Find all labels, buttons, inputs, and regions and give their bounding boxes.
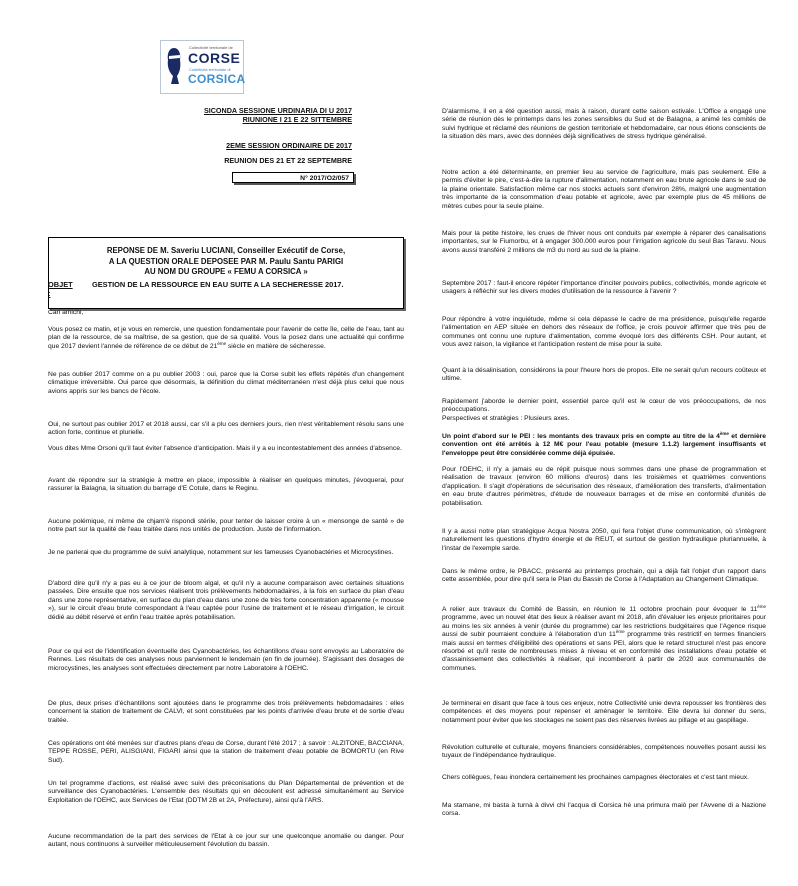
left-paragraph: Un tel programme d'actions, est réalisé avec suivi des préconisations du Plan Départemental de prévention et de surveillance des Cyanobactéries. L'ensemble des résultats qui en découlent est adressé simultanément au Service Exploitation de l'OEHC, aux Services de l'Etat (DDTM 2B et 2A, Préfecture), ainsi qu'à l'ARS. [48, 780, 404, 804]
left-paragraph: Vous posez ce matin, et je vous en remercie, une question fondamentale pour l'avenir de cette île, celle de l'eau, tant au plan de la ressource, de sa maîtrise, de sa gestion, que de sa qualité. Vous la posez dans une actualité qui confirme que 2017 devient l'année de référence de ce début de 21ème siècle en matière de sécheresse. [48, 326, 404, 350]
left-paragraph: Aucune recommandation de la part des services de l'Etat à ce jour sur une quelconque anomalie ou danger. Pour autant, nous continuons à surveiller méticuleusement l'évolution du bassin. [48, 833, 404, 849]
right-paragraph-bold: Un point d'abord sur le PEI : les montants des travaux pris en compte au titre de la 4ème et dernière convention ont été arrêtés à 12 M€ pour l'eau potable (mesure 1.1.2) largement insuffisants et l'enveloppe peut être considérée comme déjà épuisée. [442, 430, 766, 457]
right-paragraph: Notre action a été déterminante, en premier lieu au service de l'agriculture, mais pas seulement. Elle a permis d'éviter le pire, c'est-à-dire la rupture d'alimentation, notamment en eau brute agricole dans le sud de la plaine orientale. Satisfaction même car nos stocks actuels sont d'environ 28%, malgré une augmentation très importante de la consommation d'eau potable et agricole, avec par exemple plus de 45 millions de mètres cubes pour la seule plaine. [442, 169, 766, 210]
objet-text: GESTION DE LA RESSOURCE EN EAU SUITE A LA SECHERESSE 2017. [92, 280, 344, 289]
left-paragraph: Cari amichi, [48, 309, 84, 316]
logo-corsica: CORSICA [188, 72, 246, 86]
session-title-french: 2EME SESSION ORDINAIRE DE 2017 [226, 141, 352, 150]
logo-corse: CORSE [188, 50, 241, 66]
logo-small-bottom: Cullettività territuriale di [189, 67, 231, 72]
left-paragraph: D'abord dire qu'il n'y a pas eu à ce jour de bloom algal, et qu'il n'y a aucune comparaison avec certaines situations passées. Dire ensuite que nos services réalisent trois prélèvements hebdomadaires, à la fois en surface du plan d'eau dans une zone représentative, en surface du plan d'eau dans une zone de très forte concentration apparente (« mousse »), sur le circuit d'eau brute correspondant à l'eau captée pour l'usine de traitement et le réseau d'irrigation, le circuit dédié au débit réservé et enfin l'eau traitée après potabilisation. [48, 580, 404, 621]
response-line-1: REPONSE DE M. Saveriu LUCIANI, Conseiller Exécutif de Corse, [106, 246, 346, 255]
right-paragraph: Je terminerai en disant que face à tous ces enjeux, notre Collectivité unie devra repousser les frontières des compétences et des moyens pour repenser et aménager le territoire. Elle devra lui donner du sens, notamment pour éviter que les stockages ne soient pas des réserves livrées au pillage et au gaspillage. [442, 700, 766, 724]
right-paragraph: Il y a aussi notre plan stratégique Acqua Nostra 2050, qui fera l'objet d'une communication, où s'intègrent naturellement les questions d'hydro énergie et de REUT, et surtout de gestion hydraulique pluriannuelle, à l'instar de l'exemple sarde. [442, 528, 766, 552]
left-paragraph: Vous dites Mme Orsoni qu'il faut éviter l'absence d'anticipation. Mais il y a eu incontestablement des années d'absence. [48, 445, 402, 452]
right-paragraph: A relier aux travaux du Comité de Bassin, en réunion le 11 octobre prochain pour évoquer le 11ème programme, avec un nouvel état des lieux à réaliser avant mi 2018, afin d'évaluer les enjeux prioritaires pour au moins les six années à venir (durée du programme) car les restrictions budgétaires que l'Agence risque aussi de subir pourraient conduire à l'élaboration d'un 11ème programme très restrictif en termes financiers mais aussi en termes d'éligibilité des opérations et sans PEI, alors que le retard structurel n'est pas encore résorbé et qu'il reste de nombreuses mises à niveau et en conformité des installations d'eau potable et d'assainissement des collectivités à réaliser, qui incomberont à partir de 2020 aux communautés de communes. [442, 603, 766, 672]
right-paragraph: Pour l'OEHC, il n'y a jamais eu de répit puisque nous sommes dans une phase de programmation et réalisation de travaux (environ 60 millions d'euros) dans les troisièmes et quatrièmes conventions d'application. Il s'agit d'opérations de sécurisation des réseaux, d'amélioration des transferts, d'alimentation en eau brute d'autres périmètres, d'étude de nouveaux barrages et de mise en conformité d'unités de potabilisation. [442, 466, 766, 507]
moor-head-emblem-icon [165, 46, 183, 86]
right-paragraph: Septembre 2017 : faut-il encore répéter l'importance d'inciter pouvoirs publics, collectivités, monde agricole et usagers à réfléchir sur les divers modes d'utilisation de la ressource à l'avenir ? [442, 280, 766, 296]
response-line-3: AU NOM DU GROUPE « FEMU A CORSICA » [144, 267, 308, 276]
right-paragraph: Mais pour la petite histoire, les crues de l'hiver nous ont conduits par exemple à réparer des canalisations importantes, sur le Fiumorbu, et à engager 300.000 euros pour l'irrigation agricole du seul Bas Taravu. Nous avons aussi transféré 2 millions de m3 du nord au sud de la plaine. [442, 230, 766, 254]
right-paragraph: Ma stamane, mi basta à turnà à divvi chì l'acqua di Corsica hè una primura maiò per l'Avvene di a Nazione corsa. [442, 802, 766, 818]
right-paragraph: Quant à la désalinisation, considérons la pour l'heure hors de propos. Elle ne serait qu'un recours coûteux et ultime. [442, 367, 766, 383]
right-paragraph: Chers collègues, l'eau inondera certainement les prochaines campagnes électorales et c'est tant mieux. [442, 774, 750, 781]
right-paragraph: D'alarmisme, il en a été question aussi, mais à raison, durant cette saison estivale. L'Office a engagé une série de réunion dès le printemps dans les zones sensibles du Sud et de Balagna, a animé les comités de suivi hydrique et réclamé des réunions de gestion territoriale et hebdomadaire, car nous étions conscients de la situation dès mars, avec des données déjà significatives de stress hydrique généralisé. [442, 108, 766, 141]
right-paragraph: Rapidement j'aborde le dernier point, essentiel parce qu'il est le cœur de vos préoccupations, de nos préoccupations. [442, 398, 766, 414]
left-paragraph: Aucune polémique, ni même de chjam'è rispondi stérile, pour tenter de laisser croire à un « mensonge de santé » de notre part sur la qualité de l'eau traitée dans nos unités de production. Juste de l'information. [48, 518, 404, 534]
left-paragraph: Oui, ne surtout pas oublier 2017 et 2018 aussi, car s'il a plu ces derniers jours, rien n'est véritablement résolu sans une action forte, continue et plurielle. [48, 421, 404, 437]
right-paragraph: Pour répondre à votre inquiétude, même si cela dépasse le cadre de ma présidence, puisqu'elle regarde l'alimentation en AEP située en dehors des réseaux de l'office, je crois pouvoir affirmer que très peu de communes ont connu une rupture d'alimentation, comme évoqué lors des différents CSH. Pour autant, et vous avez raison, la vigilance et l'anticipation restent de mise pour la suite. [442, 316, 766, 349]
left-paragraph: Ne pas oublier 2017 comme on a pu oublier 2003 : oui, parce que la Corse subit les effets répétés d'un changement climatique irréversible. Oui parce que désormais, la définition du climat méditerranéen n'est déjà plus celui que nous avions appris sur les bancs de l'école. [48, 371, 404, 395]
logo-small-top: Collectivité territoriale de [189, 45, 233, 50]
reference-number: N° 2017/O2/057 [232, 172, 354, 183]
left-paragraph: Je ne parlerai que du programme de suivi analytique, notamment sur les fameuses Cyanobactéries et Microcystines. [48, 549, 394, 556]
left-paragraph: De plus, deux prises d'échantillons sont ajoutées dans le programme des trois prélèvements hebdomadaires : elles concernent la station de traitement de CALVI, et sont constituées par les points d'arrivée d'eau brute et de sortie d'eau traitée. [48, 700, 404, 724]
right-paragraph: Révolution culturelle et culturale, moyens financiers considérables, compétences nouvelles posant aussi les tuyaux de l'indépendance hydraulique. [442, 744, 766, 760]
session-dates-french: REUNION DES 21 ET 22 SEPTEMBRE [224, 156, 352, 165]
left-paragraph: Ces opérations ont été menées sur d'autres plans d'eau de Corse, durant l'été 2017 ; à savoir : ALZITONE, BACCIANA, TEPPE ROSSE, PERI, ALISGIANI, FIGARI ainsi que la station de traitement d'eau potable de BOMORTU (en Rive Sud). [48, 740, 404, 764]
left-paragraph: Avant de répondre sur la stratégie à mettre en place, impossible à réaliser en quelques minutes, j'évoquerai, pour rassurer la Balagna, la situation du barrage d'E Cotule, dans le Reginu. [48, 477, 404, 493]
corse-logo [160, 40, 244, 94]
right-paragraph: Dans le même ordre, le PBACC, présenté au printemps prochain, qui a déjà fait l'objet d'un rapport dans cette assemblée, pour dire qu'il sera le Plan du Bassin de Corse à l'Adaptation au Changement Climatique. [442, 568, 766, 584]
response-line-2: A LA QUESTION ORALE DEPOSEE PAR M. Paulu Santu PARIGI [108, 256, 344, 266]
session-dates-corsican: RIUNIONE I 21 E 22 SITTEMBRE [242, 115, 352, 124]
left-paragraph: Pour ce qui est de l'identification éventuelle des Cyanobactéries, les échantillons d'eau sont envoyés au Laboratoire de Rennes. Les résultats de ces analyses nous parviennent le lendemain (en fin de journée). S'agissant des dosages de microcystines, les analyses sont effectuées directement par notre Laboratoire à l'OEHC. [48, 648, 404, 672]
objet-label: OBJET : [48, 280, 73, 298]
right-paragraph: Perspectives et stratégies : Plusieurs axes. [442, 415, 570, 422]
session-title-corsican: SICONDA SESSIONE URDINARIA DI U 2017 [203, 106, 352, 115]
response-title-box [48, 237, 404, 309]
